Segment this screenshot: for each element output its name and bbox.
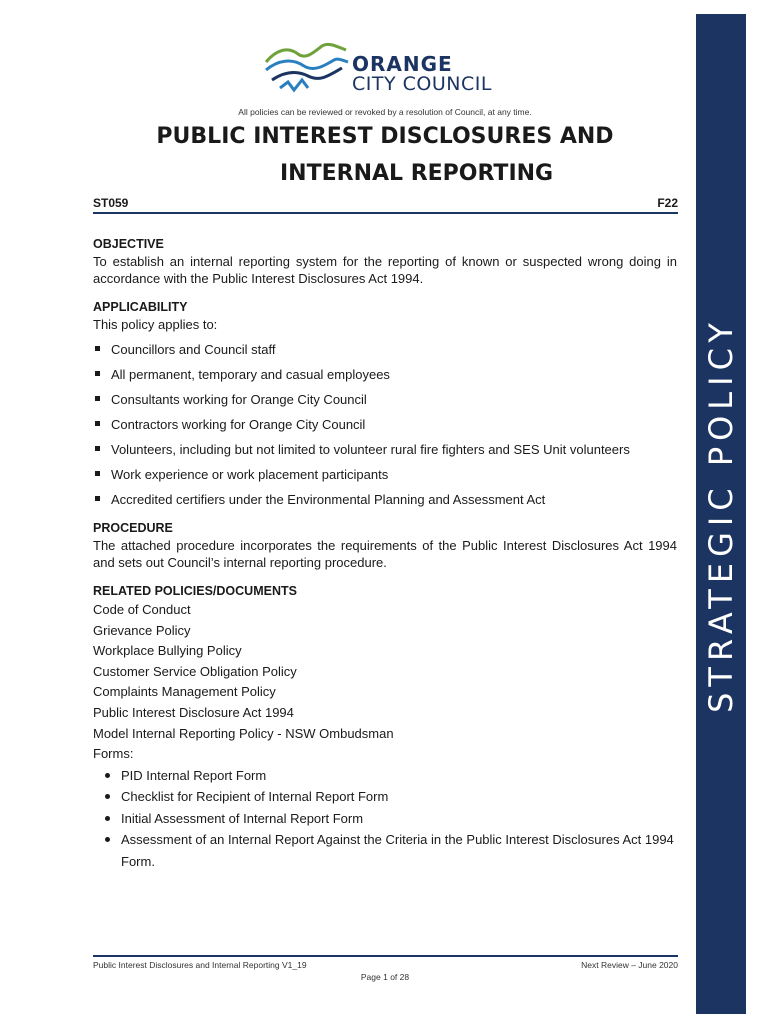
header-divider — [93, 212, 678, 214]
related-doc: Code of Conduct — [93, 602, 191, 617]
file-code: F22 — [657, 196, 678, 210]
review-notice: All policies can be reviewed or revoked by a resolution of Council, at any time. — [238, 107, 532, 117]
related-doc: Customer Service Obligation Policy — [93, 663, 297, 679]
footer-divider — [93, 955, 678, 957]
related-heading: RELATED POLICIES/DOCUMENTS — [93, 584, 297, 598]
list-item: Consultants working for Orange City Council — [93, 391, 677, 408]
policy-code: ST059 — [93, 196, 129, 210]
related-doc: Complaints Management Policy — [93, 684, 276, 700]
applicability-intro: This policy applies to: — [93, 317, 218, 332]
policy-body — [93, 236, 677, 884]
objective-section — [93, 236, 677, 287]
list-item: Initial Assessment of Internal Report Form — [103, 808, 677, 830]
footer-document-name: Public Interest Disclosures and Internal Reporting V1_19 — [93, 960, 307, 970]
objective-text: To establish an internal reporting system for the reporting of known or suspected wrong doing in accordance with the Public Interest Disclosures Act 1994. — [93, 254, 677, 286]
procedure-heading: PROCEDURE — [93, 521, 173, 535]
related-doc: Grievance Policy — [93, 622, 191, 638]
forms-label: Forms: — [93, 746, 134, 762]
applicability-section — [93, 299, 677, 508]
related-doc: Public Interest Disclosure Act 1994 — [93, 704, 294, 720]
logo-orange-text: ORANGE — [352, 52, 453, 76]
page-title-line1: PUBLIC INTEREST DISCLOSURES AND — [156, 124, 614, 149]
applicability-list — [93, 341, 677, 508]
objective-heading: OBJECTIVE — [93, 237, 164, 251]
applicability-heading: APPLICABILITY — [93, 300, 188, 314]
list-item: Work experience or work placement participants — [93, 466, 677, 483]
forms-list — [93, 765, 677, 873]
logo-mark-icon — [262, 40, 352, 100]
related-doc: Workplace Bullying Policy — [93, 643, 242, 659]
related-doc: Model Internal Reporting Policy - NSW Ombudsman — [93, 725, 394, 741]
footer-next-review: Next Review – June 2020 — [581, 960, 678, 970]
list-item: Assessment of an Internal Report Against the Criteria in the Public Interest Disclosures Act 1994 Form. — [103, 829, 677, 872]
page-title-line2: INTERNAL REPORTING — [280, 161, 554, 186]
list-item: All permanent, temporary and casual employees — [93, 366, 677, 383]
banner-text: STRATEGIC POLICY — [702, 317, 740, 713]
footer-page-number: Page 1 of 28 — [360, 972, 410, 982]
list-item: Volunteers, including but not limited to volunteer rural fire fighters and SES Unit volunteers — [93, 441, 677, 458]
list-item: Checklist for Recipient of Internal Report Form — [103, 786, 677, 808]
list-item: Contractors working for Orange City Council — [93, 416, 677, 433]
related-section — [93, 583, 677, 872]
procedure-section — [93, 520, 677, 571]
council-logo — [262, 40, 512, 104]
procedure-text: The attached procedure incorporates the requirements of the Public Interest Disclosures Act 1994 and sets out Council’s internal reporting procedure. — [93, 538, 677, 570]
logo-council-text: CITY COUNCIL — [352, 73, 492, 95]
list-item: PID Internal Report Form — [103, 765, 677, 787]
list-item: Councillors and Council staff — [93, 341, 677, 358]
list-item: Accredited certifiers under the Environmental Planning and Assessment Act — [93, 491, 677, 508]
